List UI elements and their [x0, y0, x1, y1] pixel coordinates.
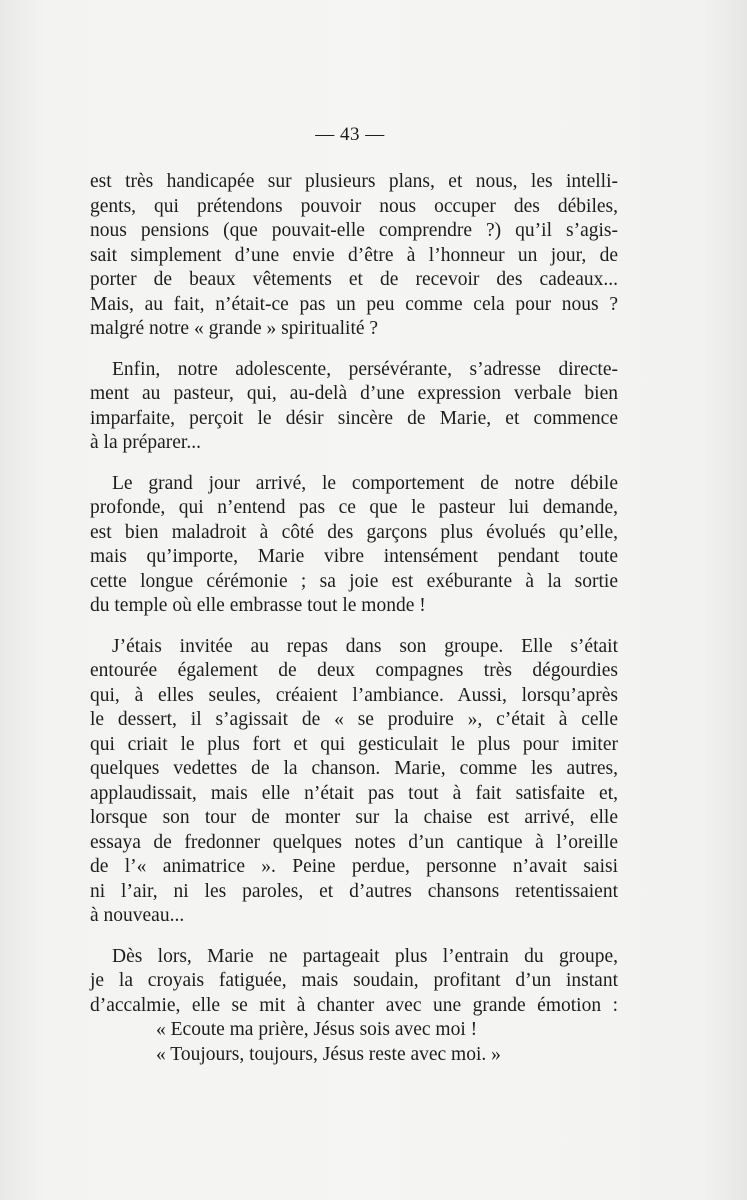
text-line: lorsque son tour de monter sur la chaise est arrivé, elle: [90, 807, 618, 828]
text-line: à nouveau...: [90, 905, 185, 926]
text-line: est très handicapée sur plusieurs plans, et nous, les intelli-: [90, 171, 618, 192]
paragraph-2: [90, 358, 618, 456]
text-line: ment au pasteur, qui, au-delà d’une expression verbale bien: [90, 383, 618, 404]
page-body: [90, 170, 618, 1083]
text-line: applaudissait, mais elle n’était pas tout à fait satisfaite et,: [90, 782, 618, 804]
text-line: quelques vedettes de la chanson. Marie, comme les autres,: [90, 758, 618, 779]
text-line: de l’« animatrice ». Peine perdue, personne n’avait saisi: [90, 856, 618, 877]
text-line: porter de beaux vêtements et de recevoir des cadeaux...: [90, 269, 618, 290]
paragraph-5: [90, 945, 618, 1068]
text-line: qui, à elles seules, créaient l’ambiance. Aussi, lorsqu’après: [90, 684, 618, 706]
text-line: je la croyais fatiguée, mais soudain, profitant d’un instant: [90, 970, 618, 991]
text-line: mais qu’importe, Marie vibre intensément pendant toute: [90, 546, 618, 567]
text-line: nous pensions (que pouvait-elle comprendre ?) qu’il s’agis-: [90, 220, 618, 241]
text-line: J’étais invitée au repas dans son groupe. Elle s’était: [112, 635, 618, 657]
text-line: entourée également de deux compagnes très dégourdies: [90, 660, 618, 681]
text-line: essaya de fredonner quelques notes d’un cantique à l’oreille: [90, 831, 618, 853]
text-line: à la préparer...: [90, 432, 201, 453]
text-line: du temple où elle embrasse tout le monde !: [90, 595, 426, 616]
text-line: est bien maladroit à côté des garçons plus évolués qu’elle,: [90, 521, 618, 543]
page-number-header: — 43 —: [315, 124, 385, 145]
text-line: Le grand jour arrivé, le comportement de notre débile: [112, 472, 618, 494]
text-line: ni l’air, ni les paroles, et d’autres chansons retentissaient: [90, 880, 618, 902]
paragraph-3: [90, 472, 618, 619]
text-line: le dessert, il s’agissait de « se produire », c’était à celle: [90, 709, 618, 730]
text-line: gents, qui prétendons pouvoir nous occuper des débiles,: [90, 195, 618, 217]
text-line: cette longue cérémonie ; sa joie est exéburante à la sortie: [90, 570, 618, 592]
song-verse-line: « Ecoute ma prière, Jésus sois avec moi !: [156, 1019, 478, 1040]
text-line: sait simplement d’une envie d’être à l’honneur un jour, de: [90, 244, 618, 266]
song-verse-line: « Toujours, toujours, Jésus reste avec moi. »: [156, 1043, 501, 1065]
text-line: Enfin, notre adolescente, persévérante, s’adresse directe-: [112, 358, 618, 380]
text-line: malgré notre « grande » spiritualité ?: [90, 318, 379, 339]
text-line: d’accalmie, elle se mit à chanter avec une grande émotion :: [90, 994, 618, 1016]
paragraph-1: [90, 170, 618, 342]
paragraph-4: [90, 635, 618, 929]
text-line: qui criait le plus fort et qui gesticulait le plus pour imiter: [90, 733, 618, 755]
text-line: imparfaite, perçoit le désir sincère de Marie, et commence: [90, 407, 618, 429]
text-line: profonde, qui n’entend pas ce que le pasteur lui demande,: [90, 497, 618, 518]
text-line: Dès lors, Marie ne partageait plus l’entrain du groupe,: [112, 945, 618, 967]
text-line: Mais, au fait, n’était-ce pas un peu comme cela pour nous ?: [90, 293, 618, 315]
